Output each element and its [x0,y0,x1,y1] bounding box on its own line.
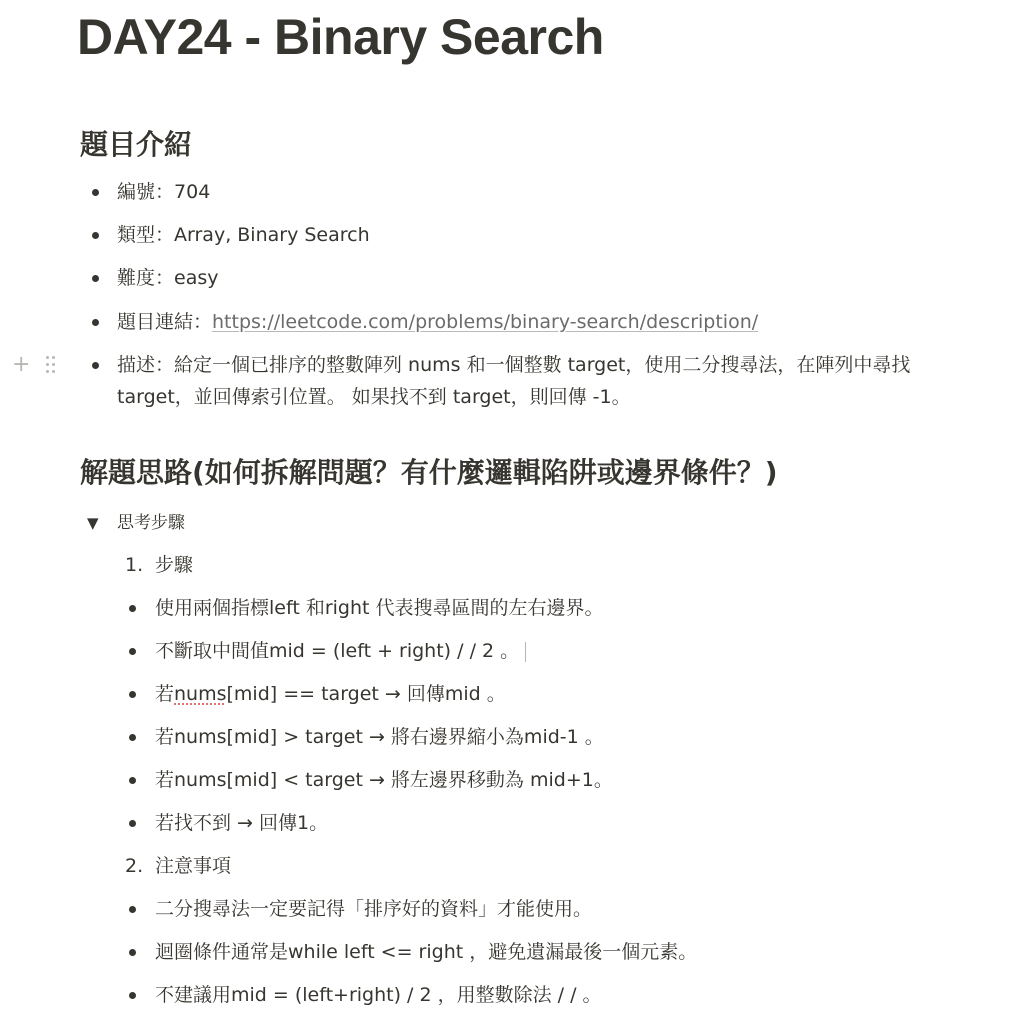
item-label: 編號： [117,181,175,203]
step1-bullet-3: 若nums[mid] == target → 回傳mid 。 [155,683,506,705]
problem-link[interactable]: https://leetcode.com/problems/binary-search/description/ [212,311,759,333]
bullet-dot [92,362,99,369]
bullet-dot [92,189,99,196]
step1-bullet-1: 使用兩個指標left 和right 代表搜尋區間的左右邊界。 [155,597,604,619]
page-title[interactable]: DAY24 - Binary Search [77,9,604,65]
bullet-dot [129,906,136,913]
item-label: 難度： [117,267,175,289]
step2-bullet-1: 二分搜尋法一定要記得「排序好的資料」才能使用。 [155,898,593,920]
step2-label[interactable]: 注意事項 [155,855,232,877]
add-block-icon[interactable]: + [12,352,31,377]
list-item[interactable] [0,936,1024,968]
bullet-dot [129,949,136,956]
list-item[interactable] [0,721,1024,753]
description-line-1: 描述：給定一個已排序的整數陣列 nums 和一個整數 target，使用二分搜尋法，在陣列中尋找 [117,354,911,376]
item-value: 704 [174,181,211,203]
toggle-triangle-icon[interactable]: ▼ [87,514,99,532]
step1-bullet-2: 不斷取中間值mid = (left + right) / / 2 。 [155,640,520,662]
bullet-dot [129,605,136,612]
list-item-type[interactable] [0,219,1024,251]
list-item-number[interactable] [0,176,1024,208]
bullet-dot [129,992,136,999]
list-item[interactable] [0,635,1024,667]
item-value: easy [174,267,219,289]
bullet-dot [92,275,99,282]
spellcheck-word: nums [174,683,227,705]
step1-number: 1. [125,554,144,576]
bullet-dot [129,691,136,698]
step2-bullet-3: 不建議用mid = (left+right) / 2 ，用整數除法 / / 。 [155,984,602,1006]
step1-label[interactable]: 步驟 [155,554,194,576]
list-item-difficulty[interactable] [0,262,1024,294]
bullet-dot [129,734,136,741]
item-label: 題目連結： [117,311,213,333]
description-line-2: target，並回傳索引位置。 如果找不到 target，則回傳 -1。 [117,386,631,408]
bullet-dot [92,319,99,326]
list-item[interactable] [0,979,1024,1011]
item-label: 類型： [117,224,175,246]
bullet-dot [92,232,99,239]
text-cursor [525,642,526,662]
list-item[interactable] [0,592,1024,624]
bullet-dot [129,820,136,827]
bullet-dot [129,648,136,655]
item-value: Array, Binary Search [174,224,370,246]
bullet-dot [129,777,136,784]
toggle-label[interactable]: 思考步驟 [117,513,185,533]
list-item-problem-link[interactable] [0,306,1024,338]
list-item[interactable] [0,764,1024,796]
heading-approach[interactable]: 解題思路(如何拆解問題？有什麼邏輯陷阱或邊界條件？) [80,456,778,489]
step1-bullet-4: 若nums[mid] > target → 將右邊界縮小為mid-1 。 [155,726,604,748]
list-item[interactable] [0,893,1024,925]
step1-bullet-5: 若nums[mid] < target → 將左邊界移動為 mid+1。 [155,769,613,791]
list-item[interactable] [0,807,1024,839]
list-item[interactable] [0,678,1024,710]
step2-bullet-2: 迴圈條件通常是while left <= right ，避免遺漏最後一個元素。 [155,941,698,963]
step2-number: 2. [125,855,144,877]
step1-bullet-6: 若找不到 → 回傳1。 [155,812,329,834]
list-item-description[interactable] [0,349,1024,413]
heading-intro[interactable]: 題目介紹 [80,128,193,161]
